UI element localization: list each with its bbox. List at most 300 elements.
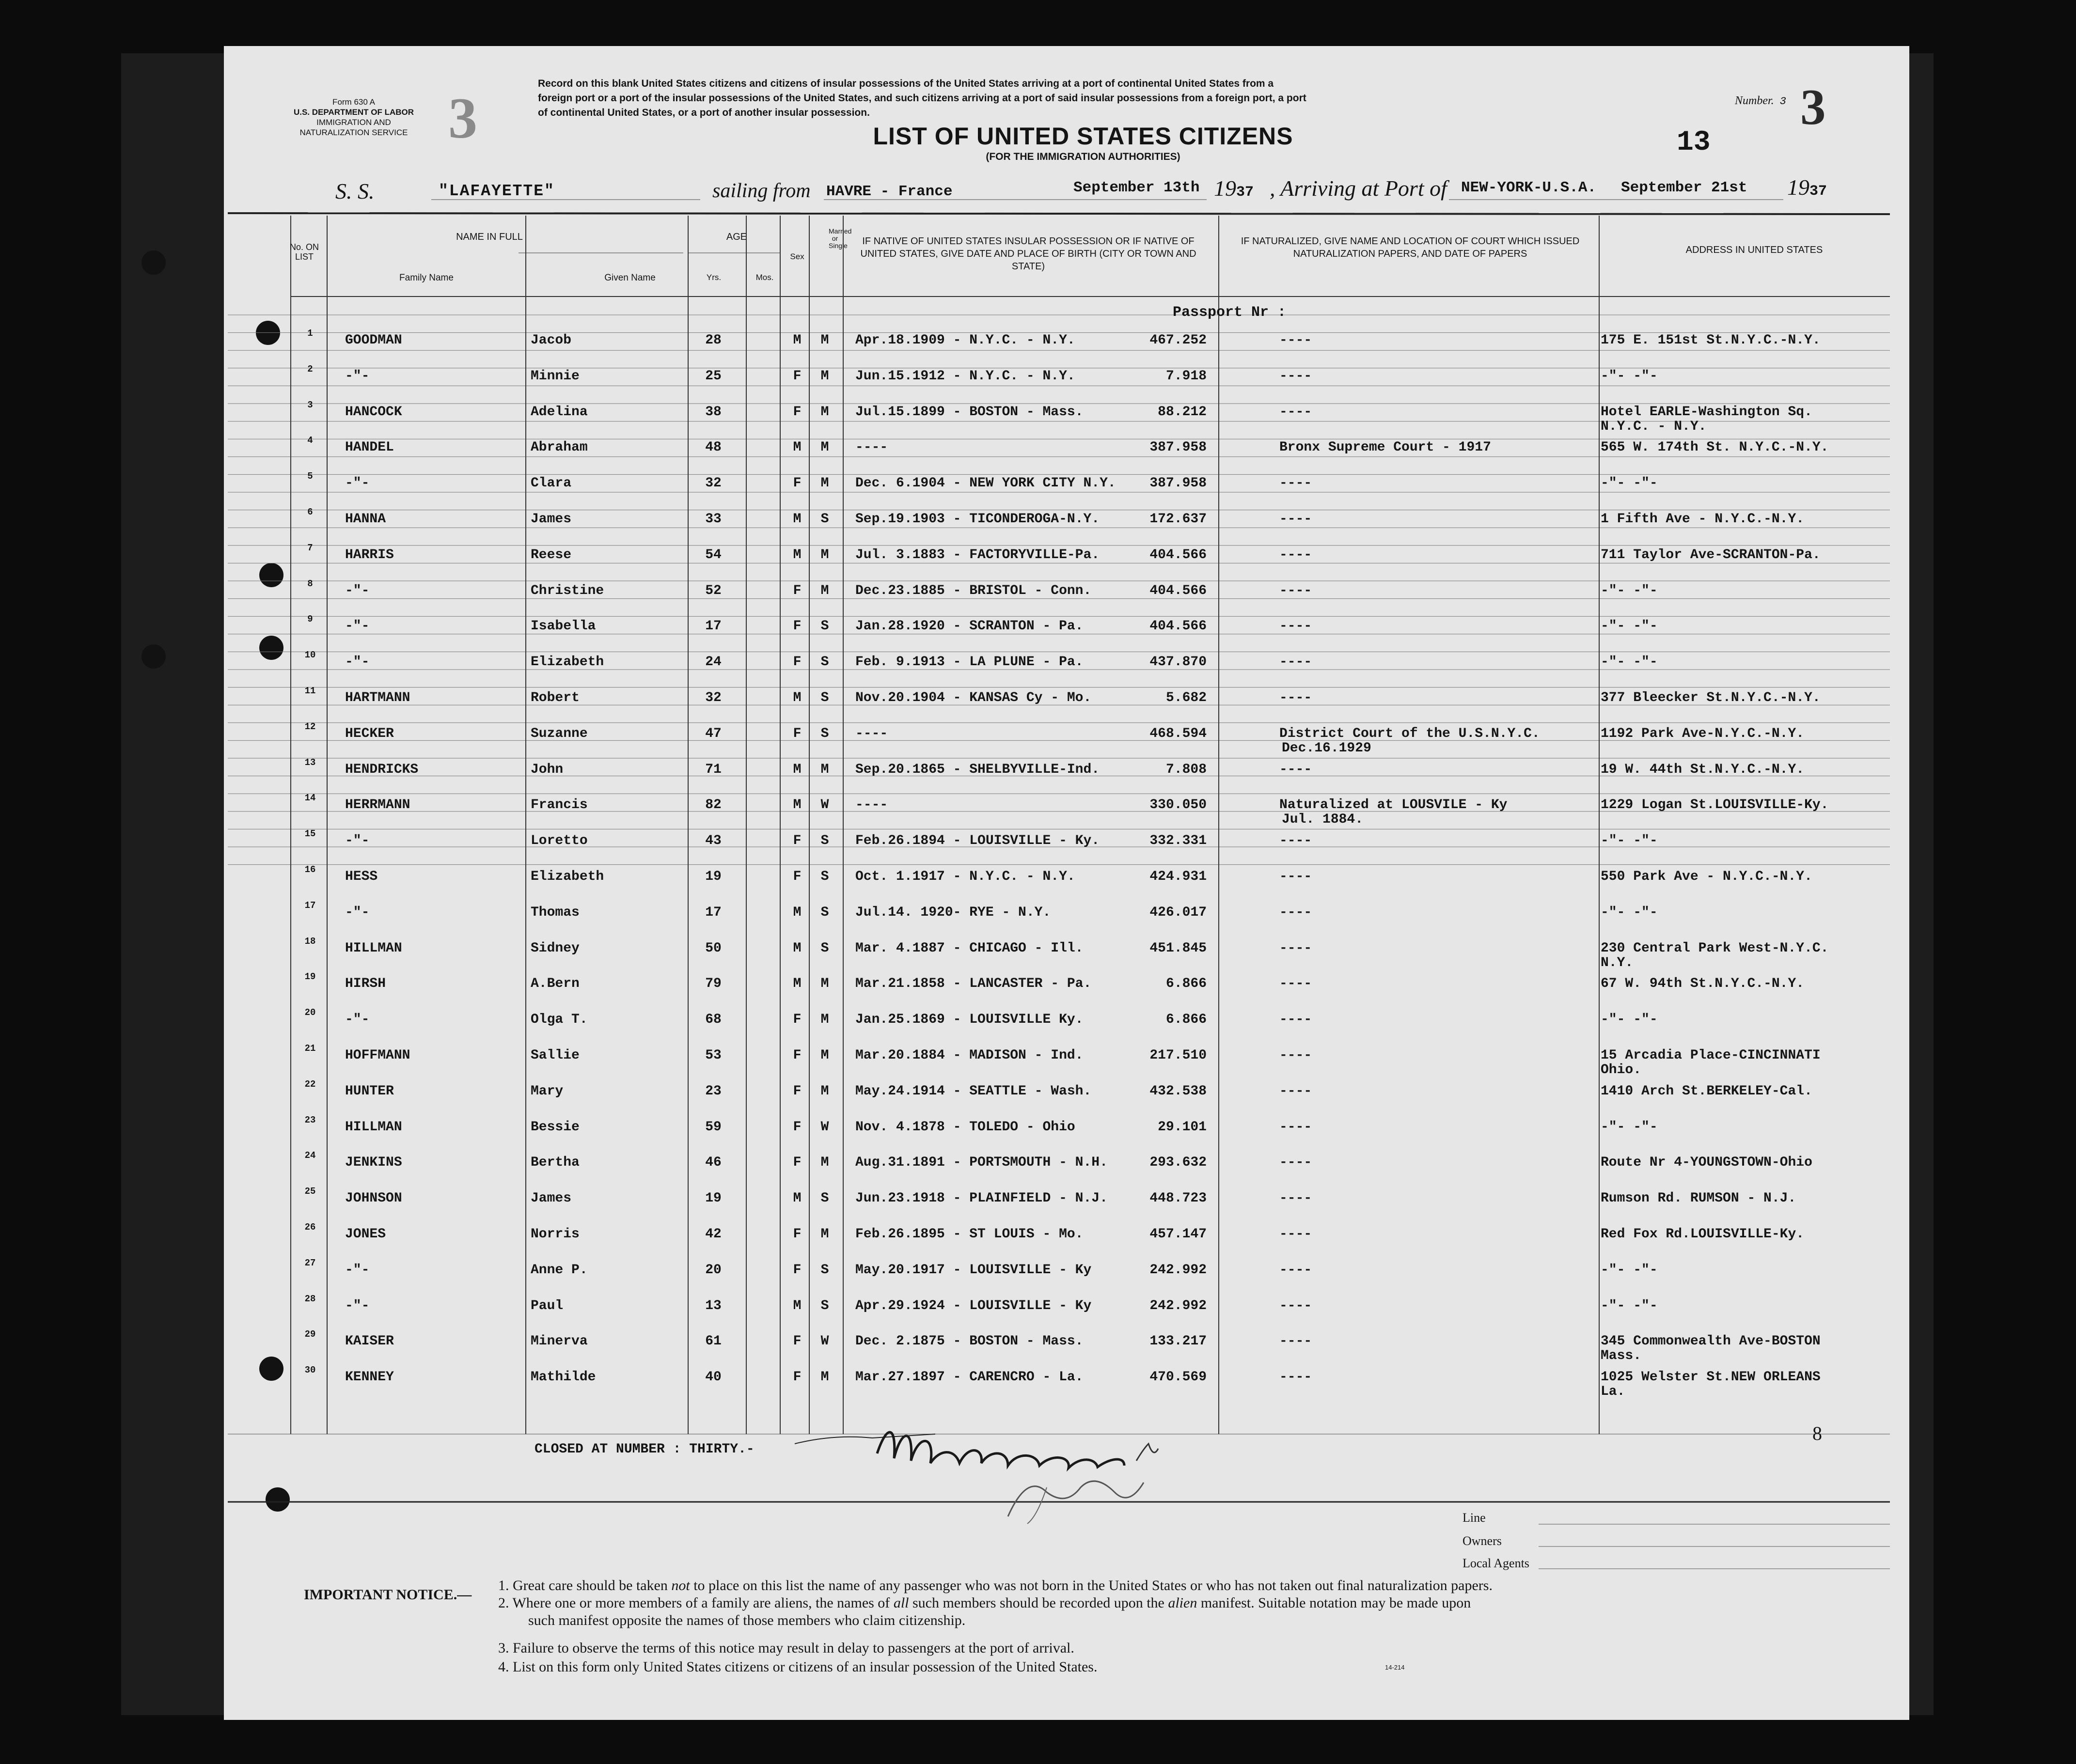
row-number: 29 bbox=[304, 1329, 316, 1340]
naturalization-court: ---- bbox=[1279, 1334, 1312, 1349]
row-number: 13 bbox=[304, 757, 316, 768]
address: -"- -"- bbox=[1601, 655, 1658, 670]
birth-date-place: Mar.20.1884 - MADISON - Ind. bbox=[855, 1048, 1084, 1063]
sex: M bbox=[793, 440, 802, 455]
family-name: HANCOCK bbox=[345, 404, 402, 420]
marital-status: M bbox=[820, 547, 829, 562]
given-name: Mathilde bbox=[531, 1370, 596, 1385]
row-number: 9 bbox=[307, 614, 313, 625]
given-name: Suzanne bbox=[531, 726, 588, 741]
given-name: Francis bbox=[531, 797, 588, 813]
marital-status: M bbox=[820, 762, 829, 777]
row-number: 8 bbox=[307, 578, 313, 589]
marital-status: M bbox=[820, 1370, 829, 1385]
sex: F bbox=[793, 404, 802, 420]
passport-number: 404.566 bbox=[1149, 547, 1207, 562]
age: 48 bbox=[705, 440, 722, 455]
passport-number: 6.866 bbox=[1165, 976, 1207, 992]
age: 43 bbox=[705, 833, 722, 849]
address: -"- -"- bbox=[1601, 583, 1658, 598]
age: 28 bbox=[705, 333, 722, 348]
age: 52 bbox=[705, 583, 722, 598]
passport-number: 29.101 bbox=[1158, 1119, 1207, 1135]
given-name: Bertha bbox=[531, 1155, 580, 1171]
address: 1025 Welster St.NEW ORLEANS bbox=[1601, 1370, 1821, 1385]
family-name: -"- bbox=[345, 905, 370, 920]
notice-heading: IMPORTANT NOTICE.— bbox=[304, 1587, 472, 1603]
family-name: HARTMANN bbox=[345, 690, 410, 705]
sex: F bbox=[793, 1012, 802, 1028]
age: 50 bbox=[705, 940, 722, 956]
address: 15 Arcadia Place-CINCINNATI bbox=[1601, 1048, 1821, 1063]
family-name: -"- bbox=[345, 583, 370, 598]
marital-status: W bbox=[820, 797, 829, 813]
given-name: Reese bbox=[531, 547, 572, 562]
sex: F bbox=[793, 619, 802, 634]
passport-number: 404.566 bbox=[1149, 619, 1207, 634]
age: 24 bbox=[705, 655, 722, 670]
address: -"- -"- bbox=[1601, 1262, 1658, 1278]
family-name: JENKINS bbox=[345, 1155, 402, 1171]
marital-status: S bbox=[820, 905, 829, 920]
family-name: HIRSH bbox=[345, 976, 386, 992]
sex: M bbox=[793, 512, 802, 527]
age: 42 bbox=[705, 1227, 722, 1242]
row-number: 23 bbox=[304, 1114, 316, 1125]
sailing-label: sailing from bbox=[712, 180, 811, 202]
family-name: KAISER bbox=[345, 1334, 394, 1349]
birth-date-place: Sep.20.1865 - SHELBYVILLE-Ind. bbox=[855, 762, 1100, 777]
marital-status: M bbox=[820, 976, 829, 992]
naturalization-court: ---- bbox=[1279, 547, 1312, 562]
naturalization-court: ---- bbox=[1279, 690, 1312, 705]
age: 71 bbox=[705, 762, 722, 777]
naturalization-court: Bronx Supreme Court - 1917 bbox=[1279, 440, 1491, 455]
naturalization-court: ---- bbox=[1279, 1298, 1312, 1313]
row-number: 17 bbox=[304, 900, 316, 911]
age: 54 bbox=[705, 547, 722, 562]
naturalization-court: ---- bbox=[1279, 619, 1312, 634]
address: -"- -"- bbox=[1601, 905, 1658, 920]
age: 61 bbox=[705, 1334, 722, 1349]
naturalization-court: ---- bbox=[1279, 762, 1312, 777]
owners-label: Owners bbox=[1463, 1534, 1502, 1548]
number-label: Number. 3 bbox=[1735, 94, 1786, 108]
family-name: GOODMAN bbox=[345, 333, 402, 348]
given-name: Thomas bbox=[531, 905, 580, 920]
naturalization-date: Dec.16.1929 bbox=[1282, 740, 1371, 756]
marital-status: M bbox=[820, 368, 829, 384]
birth-date-place: ---- bbox=[855, 726, 888, 741]
naturalization-court: ---- bbox=[1279, 1083, 1312, 1099]
given-name: Mary bbox=[531, 1083, 564, 1099]
col-age-mos: Mos. bbox=[755, 273, 774, 282]
naturalization-court: ---- bbox=[1279, 940, 1312, 956]
col-no-on-list: No. ON LIST bbox=[290, 242, 319, 262]
notice-1: 1. Great care should be taken not to place on this list the name of any passenger who was not born in the United States or who has not taken out final naturalization papers. bbox=[498, 1577, 1493, 1593]
naturalization-court: ---- bbox=[1279, 833, 1312, 849]
family-name: -"- bbox=[345, 1012, 370, 1028]
age: 25 bbox=[705, 368, 722, 384]
family-name: JONES bbox=[345, 1227, 386, 1242]
birth-date-place: Feb.26.1895 - ST LOUIS - Mo. bbox=[855, 1227, 1084, 1242]
given-name: Olga T. bbox=[531, 1012, 588, 1028]
marital-status: W bbox=[820, 1119, 829, 1135]
family-name: HILLMAN bbox=[345, 940, 402, 956]
age: 19 bbox=[705, 869, 722, 884]
birth-date-place: Feb. 9.1913 - LA PLUNE - Pa. bbox=[855, 655, 1084, 670]
address: 230 Central Park West-N.Y.C. bbox=[1601, 940, 1829, 956]
given-name: A.Bern bbox=[531, 976, 580, 992]
family-name: HUNTER bbox=[345, 1083, 394, 1099]
given-name: Sidney bbox=[531, 940, 580, 956]
sex: M bbox=[793, 762, 802, 777]
row-number: 19 bbox=[304, 971, 316, 983]
age: 47 bbox=[705, 726, 722, 741]
form-code: 14-214 bbox=[1385, 1664, 1405, 1671]
address: 565 W. 174th St. N.Y.C.-N.Y. bbox=[1601, 440, 1829, 455]
row-number: 12 bbox=[304, 721, 316, 732]
age: 20 bbox=[705, 1262, 722, 1278]
marital-status: M bbox=[820, 1048, 829, 1063]
sail-year: 1937 bbox=[1214, 176, 1254, 201]
address: 175 E. 151st St.N.Y.C.-N.Y. bbox=[1601, 333, 1821, 348]
passport-number: 437.870 bbox=[1149, 655, 1207, 670]
passport-number: 7.808 bbox=[1165, 762, 1207, 777]
passport-number: 468.594 bbox=[1149, 726, 1207, 741]
family-name: HERRMANN bbox=[345, 797, 410, 813]
marital-status: S bbox=[820, 1262, 829, 1278]
sex: M bbox=[793, 976, 802, 992]
naturalization-court: ---- bbox=[1279, 976, 1312, 992]
passport-number: 172.637 bbox=[1149, 512, 1207, 527]
given-name: Minnie bbox=[531, 368, 580, 384]
given-name: Sallie bbox=[531, 1048, 580, 1063]
sex: F bbox=[793, 1119, 802, 1135]
age: 13 bbox=[705, 1298, 722, 1313]
passport-number: 242.992 bbox=[1149, 1262, 1207, 1278]
address: 377 Bleecker St.N.Y.C.-N.Y. bbox=[1601, 690, 1821, 705]
address: Red Fox Rd.LOUISVILLE-Ky. bbox=[1601, 1227, 1805, 1242]
passport-number: 387.958 bbox=[1149, 476, 1207, 491]
family-name: -"- bbox=[345, 368, 370, 384]
birth-date-place: May.24.1914 - SEATTLE - Wash. bbox=[855, 1083, 1092, 1099]
address: 550 Park Ave - N.Y.C.-N.Y. bbox=[1601, 869, 1812, 884]
age: 40 bbox=[705, 1370, 722, 1385]
row-number: 5 bbox=[307, 471, 313, 482]
passport-number: 88.212 bbox=[1158, 404, 1207, 420]
given-name: Christine bbox=[531, 583, 604, 598]
col-family-name: Family Name bbox=[399, 273, 454, 283]
naturalization-court: ---- bbox=[1279, 404, 1312, 420]
address: 1 Fifth Ave - N.Y.C.-N.Y. bbox=[1601, 512, 1805, 527]
birth-date-place: May.20.1917 - LOUISVILLE - Ky bbox=[855, 1262, 1092, 1278]
arrival-date: September 21st bbox=[1621, 179, 1747, 196]
marital-status: S bbox=[820, 726, 829, 741]
row-number: 18 bbox=[304, 936, 316, 947]
instructions: Record on this blank United States citizens and citizens of insular possessions of the United States arriving at a port of continental United States from a foreign port or a port of the insular possessions of the United States, and such citizens arriving at a port of said insular possessions from a foreign port, a port of continental United States, or a port of another insular possession. bbox=[538, 78, 1306, 118]
col-age: AGE bbox=[726, 232, 747, 242]
family-name: HOFFMANN bbox=[345, 1048, 410, 1063]
passport-number: 7.918 bbox=[1165, 368, 1207, 384]
col-sex: Sex bbox=[790, 252, 804, 261]
birth-date-place: Mar.27.1897 - CARENCRO - La. bbox=[855, 1370, 1084, 1385]
address-line-2: Ohio. bbox=[1601, 1062, 1642, 1077]
given-name: Elizabeth bbox=[531, 655, 604, 670]
sheet-number: 13 bbox=[1677, 127, 1711, 158]
row-number: 27 bbox=[304, 1257, 316, 1268]
naturalization-court: ---- bbox=[1279, 655, 1312, 670]
page-subtitle: (FOR THE IMMIGRATION AUTHORITIES) bbox=[986, 151, 1180, 162]
given-name: Loretto bbox=[531, 833, 588, 849]
signature bbox=[775, 1415, 1308, 1526]
age: 68 bbox=[705, 1012, 722, 1028]
row-number: 7 bbox=[307, 542, 313, 553]
arrival-port: NEW-YORK-U.S.A. bbox=[1461, 179, 1597, 196]
naturalization-court: ---- bbox=[1279, 333, 1312, 348]
family-name: HARRIS bbox=[345, 547, 394, 562]
address: 19 W. 44th St.N.Y.C.-N.Y. bbox=[1601, 762, 1805, 777]
given-name: Isabella bbox=[531, 619, 596, 634]
col-given-name: Given Name bbox=[604, 273, 656, 283]
col-married: Married or Single bbox=[829, 227, 852, 250]
family-name: KENNEY bbox=[345, 1370, 394, 1385]
sex: M bbox=[793, 940, 802, 956]
family-name: -"- bbox=[345, 1262, 370, 1278]
passport-number: 470.569 bbox=[1149, 1370, 1207, 1385]
row-number: 2 bbox=[307, 363, 313, 375]
naturalization-court: ---- bbox=[1279, 1370, 1312, 1385]
marital-status: M bbox=[820, 583, 829, 598]
age: 17 bbox=[705, 619, 722, 634]
family-name: -"- bbox=[345, 655, 370, 670]
birth-date-place: Jan.28.1920 - SCRANTON - Pa. bbox=[855, 619, 1084, 634]
marital-status: S bbox=[820, 512, 829, 527]
from-port: HAVRE - France bbox=[826, 183, 953, 200]
passport-header: Passport Nr : bbox=[1173, 304, 1287, 321]
age: 79 bbox=[705, 976, 722, 992]
birth-date-place: Jan.25.1869 - LOUISVILLE Ky. bbox=[855, 1012, 1084, 1028]
ss-label: S. S. bbox=[335, 179, 375, 203]
naturalization-court: ---- bbox=[1279, 905, 1312, 920]
age: 82 bbox=[705, 797, 722, 813]
given-name: John bbox=[531, 762, 564, 777]
row-number: 25 bbox=[304, 1186, 316, 1197]
birth-date-place: Nov.20.1904 - KANSAS Cy - Mo. bbox=[855, 690, 1092, 705]
given-name: Anne P. bbox=[531, 1262, 588, 1278]
given-name: Robert bbox=[531, 690, 580, 705]
passport-number: 404.566 bbox=[1149, 583, 1207, 598]
family-name: -"- bbox=[345, 833, 370, 849]
closed-at-number: CLOSED AT NUMBER : THIRTY.- bbox=[535, 1442, 755, 1457]
naturalization-court: ---- bbox=[1279, 1048, 1312, 1063]
family-name: HILLMAN bbox=[345, 1119, 402, 1135]
number-stamp: 3 bbox=[1800, 78, 1826, 135]
marital-status: S bbox=[820, 833, 829, 849]
row-number: 22 bbox=[304, 1078, 316, 1090]
family-name: HENDRICKS bbox=[345, 762, 419, 777]
arriving-label: , Arriving at Port of bbox=[1270, 176, 1447, 201]
row-number: 20 bbox=[304, 1007, 316, 1018]
notice-4: 4. List on this form only United States citizens or citizens of an insular possession of the United States. bbox=[498, 1659, 1098, 1675]
line-label: Line bbox=[1463, 1511, 1486, 1525]
sex: F bbox=[793, 655, 802, 670]
naturalization-date: Jul. 1884. bbox=[1282, 812, 1364, 827]
row-number: 30 bbox=[304, 1365, 316, 1376]
row-number: 11 bbox=[304, 686, 316, 696]
marital-status: S bbox=[820, 1298, 829, 1313]
birth-date-place: Jun.23.1918 - PLAINFIELD - N.J. bbox=[855, 1191, 1108, 1206]
agents-label: Local Agents bbox=[1463, 1556, 1529, 1570]
sex: F bbox=[793, 1083, 802, 1099]
given-name: James bbox=[531, 1191, 572, 1206]
marital-status: M bbox=[820, 333, 829, 348]
address-line-2: La. bbox=[1601, 1384, 1625, 1400]
passport-number: 332.331 bbox=[1149, 833, 1207, 849]
marital-status: S bbox=[820, 619, 829, 634]
stamp-left: 3 bbox=[448, 86, 477, 150]
passport-number: 467.252 bbox=[1149, 333, 1207, 348]
given-name: Jacob bbox=[531, 333, 572, 348]
naturalization-court: ---- bbox=[1279, 368, 1312, 384]
birth-date-place: Jul.14. 1920- RYE - N.Y. bbox=[855, 905, 1051, 920]
passport-number: 5.682 bbox=[1165, 690, 1207, 705]
naturalization-court: ---- bbox=[1279, 869, 1312, 884]
family-name: HECKER bbox=[345, 726, 394, 741]
birth-date-place: Aug.31.1891 - PORTSMOUTH - N.H. bbox=[855, 1155, 1108, 1171]
marital-status: S bbox=[820, 690, 829, 705]
given-name: James bbox=[531, 512, 572, 527]
naturalization-court: ---- bbox=[1279, 476, 1312, 491]
passport-number: 6.866 bbox=[1165, 1012, 1207, 1028]
family-name: -"- bbox=[345, 619, 370, 634]
naturalization-court: ---- bbox=[1279, 512, 1312, 527]
family-name: HANDEL bbox=[345, 440, 394, 455]
birth-date-place: Feb.26.1894 - LOUISVILLE - Ky. bbox=[855, 833, 1100, 849]
address: 1229 Logan St.LOUISVILLE-Ky. bbox=[1601, 797, 1829, 813]
naturalization-court: ---- bbox=[1279, 1012, 1312, 1028]
passport-number: 432.538 bbox=[1149, 1083, 1207, 1099]
passport-number: 217.510 bbox=[1149, 1048, 1207, 1063]
sail-date: September 13th bbox=[1073, 179, 1200, 196]
address: 67 W. 94th St.N.Y.C.-N.Y. bbox=[1601, 976, 1805, 992]
row-number: 3 bbox=[307, 399, 313, 410]
sex: F bbox=[793, 1048, 802, 1063]
family-name: HESS bbox=[345, 869, 378, 884]
birth-date-place: Sep.19.1903 - TICONDEROGA-N.Y. bbox=[855, 512, 1100, 527]
naturalization-court: Naturalized at LOUSVILE - Ky bbox=[1279, 797, 1508, 813]
passport-number: 133.217 bbox=[1149, 1334, 1207, 1349]
naturalization-court: ---- bbox=[1279, 1262, 1312, 1278]
sex: F bbox=[793, 833, 802, 849]
address: 1192 Park Ave-N.Y.C.-N.Y. bbox=[1601, 726, 1805, 741]
family-name: HANNA bbox=[345, 512, 386, 527]
age: 59 bbox=[705, 1119, 722, 1135]
naturalization-court: ---- bbox=[1279, 1155, 1312, 1171]
family-name: JOHNSON bbox=[345, 1191, 402, 1206]
age: 32 bbox=[705, 690, 722, 705]
passport-number: 451.845 bbox=[1149, 940, 1207, 956]
age: 23 bbox=[705, 1083, 722, 1099]
given-name: Norris bbox=[531, 1227, 580, 1242]
address: -"- -"- bbox=[1601, 476, 1658, 491]
sex: M bbox=[793, 905, 802, 920]
age: 32 bbox=[705, 476, 722, 491]
notice-2: 2. Where one or more members of a family are aliens, the names of all such members should be recorded upon the alien manifest. Suitable notation may be made upon bbox=[498, 1595, 1471, 1611]
marital-status: M bbox=[820, 1083, 829, 1099]
passport-number: 293.632 bbox=[1149, 1155, 1207, 1171]
birth-date-place: Nov. 4.1878 - TOLEDO - Ohio bbox=[855, 1119, 1075, 1135]
age: 53 bbox=[705, 1048, 722, 1063]
passport-number: 457.147 bbox=[1149, 1227, 1207, 1242]
row-number: 26 bbox=[304, 1222, 316, 1233]
birth-date-place: Jul.15.1899 - BOSTON - Mass. bbox=[855, 404, 1084, 420]
birth-date-place: Jun.15.1912 - N.Y.C. - N.Y. bbox=[855, 368, 1075, 384]
birth-date-place: ---- bbox=[855, 440, 888, 455]
sex: F bbox=[793, 1262, 802, 1278]
row-number: 1 bbox=[307, 328, 313, 339]
sex: M bbox=[793, 1298, 802, 1313]
birth-date-place: Apr.18.1909 - N.Y.C. - N.Y. bbox=[855, 333, 1075, 348]
passport-number: 424.931 bbox=[1149, 869, 1207, 884]
family-name: -"- bbox=[345, 1298, 370, 1313]
row-number: 24 bbox=[304, 1150, 316, 1161]
marital-status: S bbox=[820, 869, 829, 884]
address: Rumson Rd. RUMSON - N.J. bbox=[1601, 1191, 1796, 1206]
birth-date-place: Mar.21.1858 - LANCASTER - Pa. bbox=[855, 976, 1092, 992]
col-name-in-full: NAME IN FULL bbox=[456, 232, 523, 242]
sex: M bbox=[793, 797, 802, 813]
birth-date-place: Dec. 6.1904 - NEW YORK CITY N.Y. bbox=[855, 476, 1116, 491]
birth-date-place: Oct. 1.1917 - N.Y.C. - N.Y. bbox=[855, 869, 1075, 884]
age: 38 bbox=[705, 404, 722, 420]
sex: F bbox=[793, 1227, 802, 1242]
birth-date-place: Jul. 3.1883 - FACTORYVILLE-Pa. bbox=[855, 547, 1100, 562]
naturalization-court: District Court of the U.S.N.Y.C. bbox=[1279, 726, 1540, 741]
given-name: Adelina bbox=[531, 404, 588, 420]
marital-status: M bbox=[820, 1155, 829, 1171]
form-number: Form 630 A U.S. DEPARTMENT OF LABOR IMMIGRATION AND NATURALIZATION SERVICE bbox=[293, 97, 414, 137]
address: -"- -"- bbox=[1601, 1012, 1658, 1028]
address: -"- -"- bbox=[1601, 368, 1658, 384]
address-line-2: N.Y.C. - N.Y. bbox=[1601, 419, 1707, 434]
row-number: 6 bbox=[307, 507, 313, 517]
given-name: Paul bbox=[531, 1298, 564, 1313]
row-number: 28 bbox=[304, 1293, 316, 1304]
sex: F bbox=[793, 869, 802, 884]
birth-date-place: Dec.23.1885 - BRISTOL - Conn. bbox=[855, 583, 1092, 598]
sex: M bbox=[793, 690, 802, 705]
address: 1410 Arch St.BERKELEY-Cal. bbox=[1601, 1083, 1812, 1099]
birth-date-place: Apr.29.1924 - LOUISVILLE - Ky bbox=[855, 1298, 1092, 1313]
address: -"- -"- bbox=[1601, 1298, 1658, 1313]
passport-number: 448.723 bbox=[1149, 1191, 1207, 1206]
row-number: 16 bbox=[304, 864, 316, 875]
marital-status: M bbox=[820, 1012, 829, 1028]
marital-status: S bbox=[820, 1191, 829, 1206]
sex: F bbox=[793, 1370, 802, 1385]
address-line-2: Mass. bbox=[1601, 1348, 1642, 1364]
given-name: Bessie bbox=[531, 1119, 580, 1135]
arrival-year: 1937 bbox=[1787, 175, 1827, 200]
address: -"- -"- bbox=[1601, 833, 1658, 849]
col-age-yrs: Yrs. bbox=[706, 273, 722, 282]
passport-number: 387.958 bbox=[1149, 440, 1207, 455]
sex: M bbox=[793, 547, 802, 562]
naturalization-court: ---- bbox=[1279, 583, 1312, 598]
passport-number: 426.017 bbox=[1149, 905, 1207, 920]
marital-status: M bbox=[820, 404, 829, 420]
